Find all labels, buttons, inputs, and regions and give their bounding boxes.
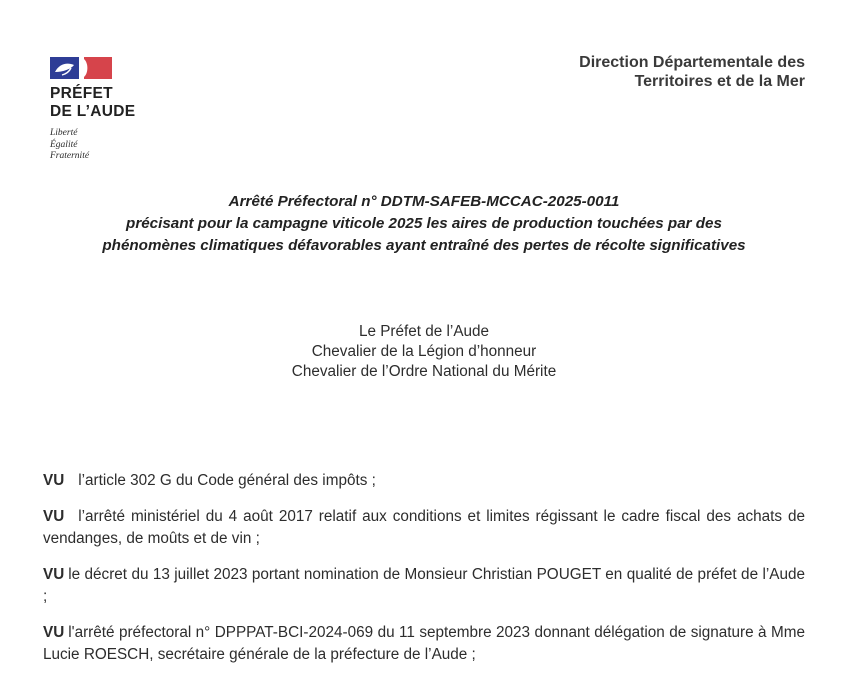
vu-paragraph (43, 470, 805, 492)
salutation-line3: Chevalier de l’Ordre National du Mérite (291, 363, 557, 380)
service-name-line2: Territoires et de la Mer (634, 72, 805, 90)
french-flag-marianne-icon (50, 57, 114, 81)
vu-label: VU (43, 508, 65, 525)
document-title-line2: précisant pour la campagne viticole 2025 les aires de production touchées par des (126, 215, 722, 232)
motto-liberte: Liberté (50, 128, 78, 138)
motto-fraternite: Fraternité (50, 151, 90, 161)
motto-egalite: Égalité (50, 139, 78, 150)
gov-logo-block (50, 57, 250, 163)
prefecture-name-line2: DE L’AUDE (50, 103, 136, 120)
body-paragraphs (43, 470, 805, 680)
vu-text: l'arrêté préfectoral n° DPPPAT-BCI-2024-069 du 11 septembre 2023 donnant délégation de signature à Mme Lucie ROESCH, secrétaire générale de la préfecture de l’Aude ; (43, 624, 805, 663)
prefecture-name (50, 85, 250, 121)
salutation-block (43, 322, 805, 382)
vu-paragraph (43, 506, 805, 550)
salutation-line1: Le Préfet de l’Aude (358, 323, 490, 340)
vu-label: VU (43, 566, 65, 583)
vu-text: le décret du 13 juillet 2023 portant nomination de Monsieur Christian POUGET en qualité de préfet de l’Aude ; (43, 566, 805, 605)
vu-paragraph (43, 564, 805, 608)
document-title (43, 191, 805, 257)
service-name-line1: Direction Départementale des (579, 54, 805, 71)
vu-text: l’arrêté ministériel du 4 août 2017 relatif aux conditions et limites régissant le cadre fiscal des achats de vendanges, de moûts et de vin ; (43, 508, 805, 547)
vu-text: l’article 302 G du Code général des impôts ; (78, 472, 376, 489)
vu-label: VU (43, 472, 65, 489)
salutation-line2: Chevalier de la Légion d’honneur (311, 343, 537, 360)
vu-paragraph (43, 622, 805, 666)
service-name (579, 54, 805, 91)
document-title-line3: phénomènes climatiques défavorables ayant entraîné des pertes de récolte significatives (102, 237, 746, 254)
vu-label: VU (43, 624, 65, 641)
document-title-line1: Arrêté Préfectoral n° DDTM-SAFEB-MCCAC-2025-0011 (228, 193, 620, 210)
prefecture-name-line1: PRÉFET (50, 85, 113, 102)
republic-motto (50, 128, 250, 163)
